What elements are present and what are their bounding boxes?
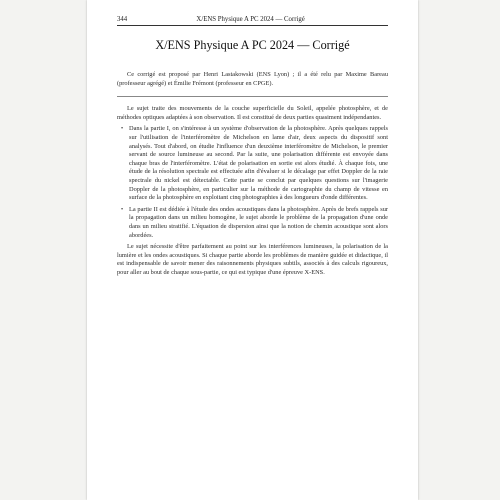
- running-header: [117, 16, 388, 26]
- intro-paragraph: Le sujet traite des mouvements de la couche superficielle du Soleil, appelée photosphère, et de méthodes optiques adaptées à son observation. Il est constitué de deux parties quasiment indépendantes.: [117, 105, 388, 121]
- page-title: X/ENS Physique A PC 2024 — Corrigé: [155, 38, 350, 52]
- page-number: 344: [117, 16, 128, 23]
- bullet-icon: •: [121, 206, 124, 213]
- separator-rule: [117, 96, 388, 97]
- main-text: [117, 71, 388, 277]
- document-page: [87, 0, 418, 500]
- list-item: [121, 205, 388, 240]
- part-one-text: Dans la partie I, on s'intéresse à un système d'observation de la photosphère. Après quelques rappels sur l'utilisation de l'interféromètre de Michelson en lame d'air, deux aspects du dispositif sont analysés. Tout d'abord, on étudie l'influence d'un deuxième interféromètre de Michelson, le premier servant de source lumineuse au second. Par la suite, une polarisation différente est envoyée dans chaque bras de l'interféromètre. L'état de polarisation en sortie est alors étudié. À chaque fois, une étude de la résolution spectrale est effectuée afin d'évaluer si le décalage par effet Doppler de la raie spectrale du nickel est détectable. Cette partie se conclut par quelques questions sur l'imagerie Doppler de la photosphère, en particulier sur la méthode de cartographie du champ de vitesse en surface de la photosphère en exploitant cinq photographies à des longueurs d'onde différentes.: [129, 125, 388, 202]
- part-two-text: La partie II est dédiée à l'étude des ondes acoustiques dans la photosphère. Après de brefs rappels sur la propagation dans un milieu homogène, le sujet aborde le problème de la propagation d'une onde dans un milieu stratifié. L'équation de dispersion ainsi que la notion de chemin acoustique sont alors abordées.: [129, 205, 388, 239]
- bullet-icon: •: [121, 126, 124, 133]
- conclusion-paragraph: Le sujet nécessite d'être parfaitement au point sur les interférences lumineuses, la polarisation de la lumière et les ondes acoustiques. Si chaque partie aborde les problèmes de manière guidée et didactique, il est indispensable de savoir mener des raisonnements physiques subtils, associés à des calculs rigoureux, pour aller au bout de chaque sous-partie, ce qui est typique d'une épreuve X-ENS.: [117, 243, 388, 276]
- credits-paragraph: Ce corrigé est proposé par Henri Lastakowski (ENS Lyon) ; il a été relu par Maxime Bareau (professeur agrégé) et Émilie Frémont (professeur en CPGE).: [117, 71, 388, 87]
- list-item: [121, 125, 388, 202]
- running-title: X/ENS Physique A PC 2024 — Corrigé: [196, 16, 305, 23]
- parts-list: [117, 125, 388, 240]
